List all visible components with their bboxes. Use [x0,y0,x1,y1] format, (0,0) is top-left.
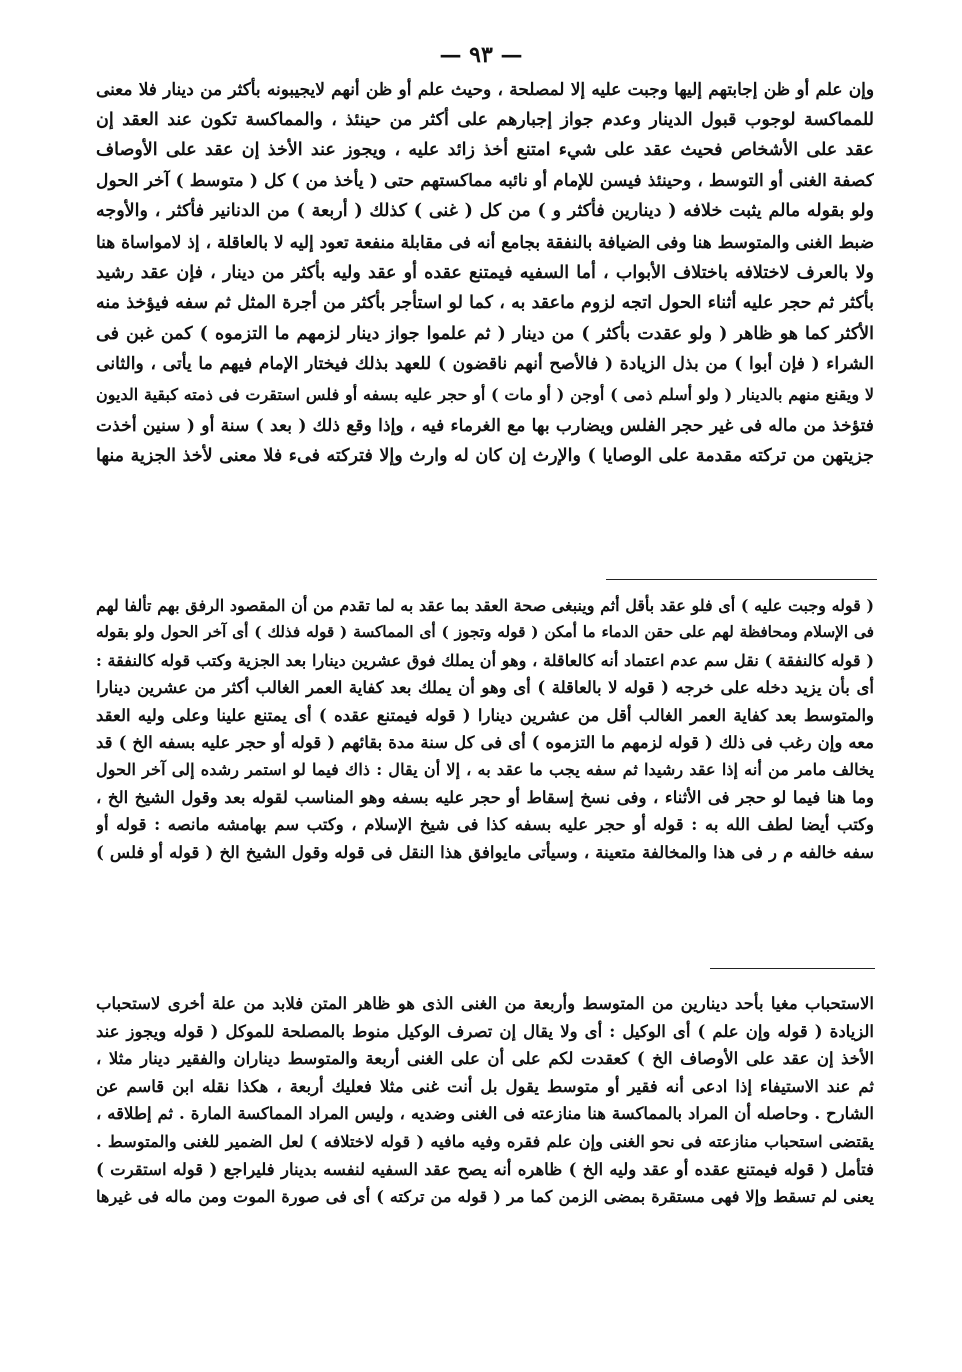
main-text-line: جزيتهن من تركته مقدمة على الوصايا ) والإرث إن كان له وارث وإلا فتركته فىء فلا معنى لأخذ الجزية منها [96,446,874,467]
main-text-line: ضبط الغنى والمتوسط هنا وفى الضيافة بالنفقة بجامع أنه فى مقابلة منفعة تعود إليه لا بالعاقلة ، إذ لامواساة هنا [96,231,874,252]
footnote-line: فتأمل ( قوله فيمتنع عقده أو عقد وليه الخ ) ظاهره أنه يصح عقد السفيه لنفسه بدينار فليراجع ( قوله استقرت ) [96,1159,874,1179]
main-text-line: كصفة الغنى أو التوسط ، وحينئذ فيسن للإمام أو نائبه مماكستهم حتى ( يأخذ من ) كل ( متوسط ) آخر الحول [96,170,874,191]
footnote-line: الزيادة ( قوله وإن علم ) أى الوكيل : أى ولا يقال إن تصرف الوكيل منوط بالمصلحة للموكل ( قوله ويجوز عند [96,1021,874,1041]
footnote-line: ( قوله كالنفقة ) نقل سم عدم اعتماد أنه كالعاقلة ، وهو أن يملك فوق عشرين دينارا بعد الجزية وكتب قوله كالنفقة : [96,650,874,670]
footnote-line: ثم عند الاستيفاء إذا ادعى أنه فقير أو متوسط يقول بل أنت غنى مثلا فعليك أربعة ، هكذا نقله ابن قاسم عن [96,1076,874,1096]
main-text-line: الأكثر كما هو ظاهر ( ولو عقدت بأكثر ) من دينار ( ثم علموا جواز دينار لزمهم ما التزموه ) كمن غبن فى [96,323,874,344]
footnote-line: وما هنا فيما لو حجر فى الأثناء ، وفى نسخ إسقاط أو حجر عليه بسفه وهو المناسب لقوله بعد وقول الشيخ الخ ، [96,787,874,807]
main-text-line: عقد على الأشخاص فحيث عقد على شيء امتنع أخذ زائد عليه ، ويجوز عند الأخذ إن عقد على الأوصاف [96,140,874,161]
footnote-line: يعنى لم تسقط وإلا فهى مستقرة بمضى الزمن كما مر ( قوله من تركته ) أى فى صورة الموت ومن ماله فى غيرها [96,1187,874,1207]
footnote-line: ( قوله وجبت عليه ) أى فلو عقد بأقل أثم وينبغى صحة العقد بما عقد به لما تقدم من أن المقصود الرفق بهم تألفا لهم [96,596,874,615]
footnote-line: معه وإن رغب فى ذلك ( قوله لزمهم ما التزموه ) أى فى كل سنة مدة بقائهم ( قوله أو حجر عليه بسفه الخ ) قد [96,733,874,753]
footnote-block-1 [96,592,874,866]
footnote-block-2 [96,990,874,1211]
main-text-line: ولو بقوله مالم يثبت خلافه ( دينارين فأكثر و ) من كل ( غنى ) كذلك ( أربعة ) من الدنانير فأكثر ، والأوجه [96,201,874,222]
main-text-line: بأكثر ثم حجر عليه أثناء الحول اتجه لزوم ماعقد به ، كما لو استأجر بأكثر من أجرة المثل ثم سفه فيؤخذ منه [96,293,874,314]
main-text-line: وإن علم أو ظن إجابتهم إليها وجبت عليه إلا لمصلحة ، وحيث علم أو ظن أنهم لايجيبونه بأكثر من دينار فلا معنى [96,79,874,99]
footnote-line: والمتوسط بعد كفاية العمر الغالب أقل من عشرين دينارا ( قوله فيمتنع عقده ) أى يمتنع علينا وعلى وليه العقد [96,705,874,725]
footnote-line: فى الإسلام ومحافظة لهم على حقن الدماء ما أمكن ( قوله وتجوز ) أى المماكسة ( قوله فذلك ) أى آخر الحول ولو بقوله [96,623,874,642]
page-number: — ٩٣ — [439,42,523,68]
footnote-line: الاستحباب مغيا بأحد دينارين من المتوسط وأربعة من الغنى الذى هو ظاهر المتن فلابد من علة أخرى لاستحباب [96,994,874,1013]
footnote-line: وكتب أيضا لطف الله به : قوله أو حجر عليه بسفه كذا فى شيخ الإسلام ، وكتب سم بهامشه مانصه : قوله أو [96,815,874,835]
main-text-line: للمماكسة لوجوب قبول الدينار وعدم جواز إجبارهم على أكثر من حينئذ ، والمماكسة تكون عند العقد إن [96,109,874,130]
footnote-separator-1 [606,579,877,580]
main-text-line: الشراء ( فإن أبوا ) من بذل الزيادة ( فالأصح أنهم ناقضون ) للعهد بذلك فيختار الإمام فيهم ما يأتى ، والثانى [96,354,874,375]
footnote-line: سفه خالفه م ر فى هذا والمخالفة متعينة ، وسيأتى مايوافق هذا النقل فى قوله وقول الشيخ الخ ( قوله أو فلس ) [96,842,874,862]
main-text-line: ولا بالعرف لاختلافه باختلاف الأبواب ، أما السفيه فيمتنع عقده أو عقد وليه بأكثر من دينار ، فإن عقد رشيد [96,262,874,283]
footnote-line: الأخذ إن عقد على الأوصاف الخ ) كعقدت لكم على أن على الغنى أربعة والمتوسط ديناران والفقير دينار مثلا ، [96,1049,874,1069]
main-text-block [96,74,874,472]
main-text-line: فتؤخذ من ماله فى غير حجر الفلس ويضارب بها مع الغرماء فيه ، وإذا وقع ذلك ( بعد ) سنة أو ( سنين أخذت [96,415,874,436]
footnote-line: الشارح . وحاصله أن المراد بالمماكسة هنا منازعته فى الغنى وضديه ، وليس المراد المماكسة المارة . ثم إطلاقه ، [96,1104,874,1124]
footnote-separator-2 [710,968,875,969]
footnote-line: يقتضى استحباب منازعته فى نحو الغنى وإن علم فقره وفيه مافيه ( قوله لاختلافه ) لعل الضمير للغنى والمتوسط . [96,1131,874,1151]
footnote-line: يخالف مامر من أنه إذا عقد رشيدا ثم سفه يجب ما عقد به ، إلا أن يقال : ذاك فيما لو استمر رشده إلى آخر الحول [96,760,874,780]
main-text-line: لا ويقنع منهم بالدينار ( ولو أسلم ذمى ) أوجن ( أو مات ) أو حجر عليه بسفه أو فلس استقرت فى ذمته كبقية الديون [96,384,874,404]
footnote-line: أى بأن يزيد دخله على خرجه ( قوله لا بالعاقلة ) أى وهو أن يملك بعد كفاية العمر الغالب أكثر من عشرين دينارا [96,678,874,698]
